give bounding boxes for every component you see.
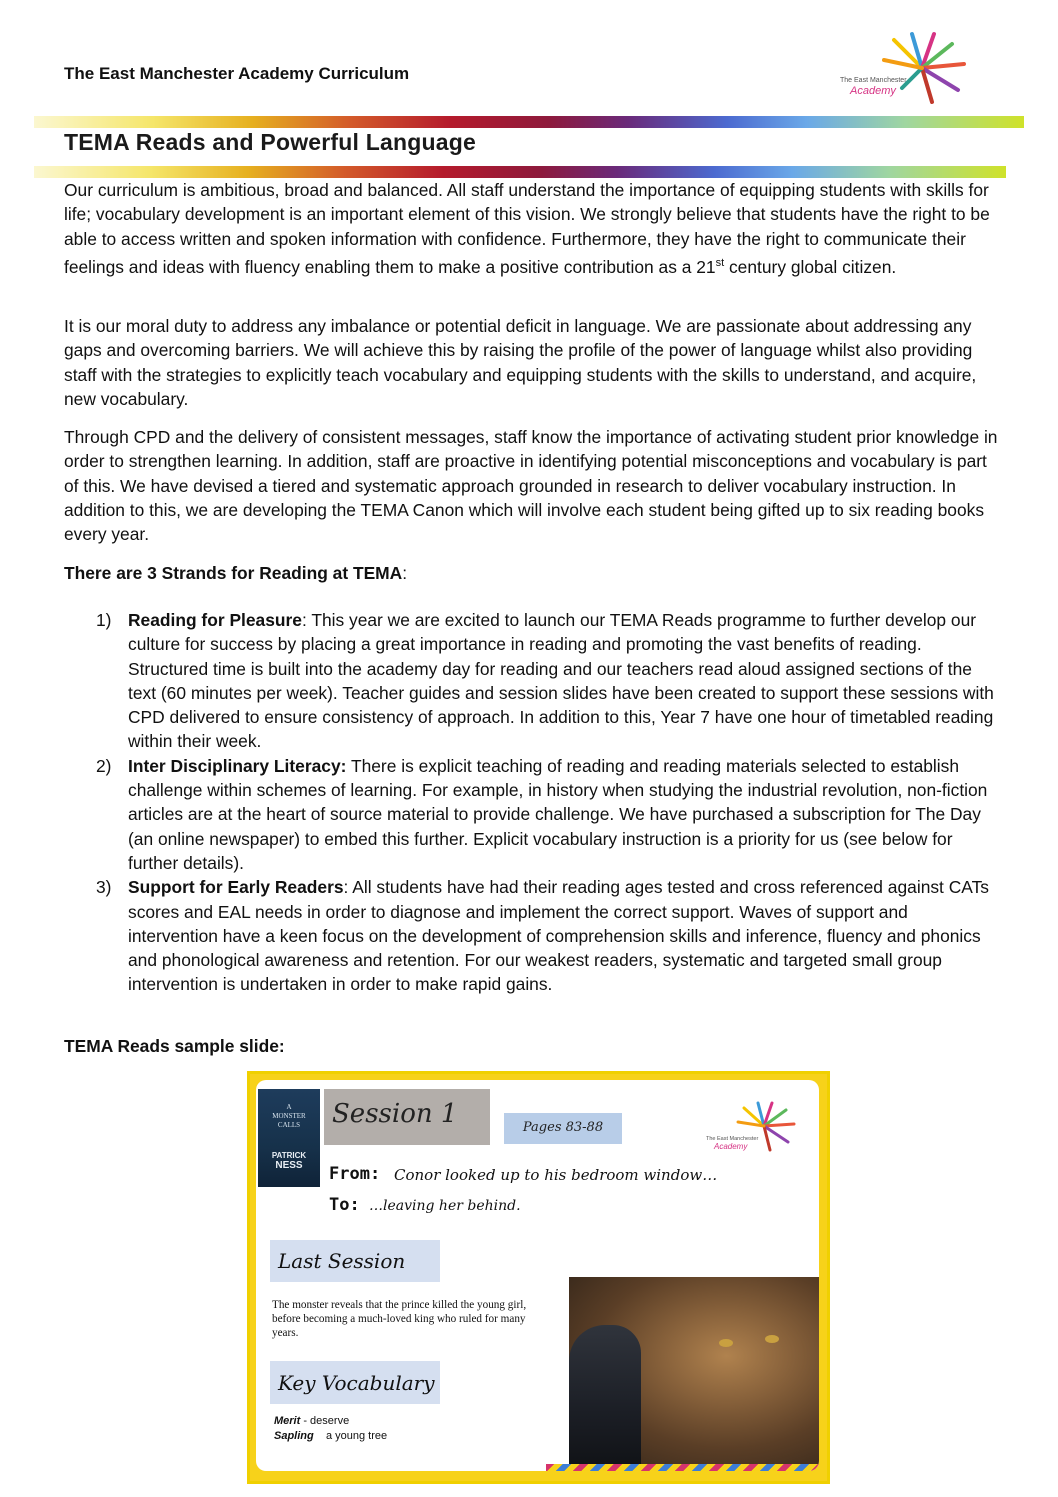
slide-logo-line1: The East Manchester <box>706 1136 759 1142</box>
cpd-paragraph: Through CPD and the delivery of consistent messages, staff know the importance of activating student prior knowledge in order to strengthen learning. In addition, staff are proactive in identifying potential misconceptions and vocabulary is part of this. We have devised a tiered and systematic approach grounded in research to deliver vocabulary instruction. In addition to this, we are developing the TEMA Canon which will involve each student being gifted up to six reading books every year. <box>64 427 998 545</box>
strand-sep: : <box>301 610 307 630</box>
book-cover-image <box>258 1089 320 1187</box>
vocab-item <box>274 1430 387 1442</box>
pages-label: Pages 83-88 <box>522 1120 604 1135</box>
page-header-title: The East Manchester Academy Curriculum <box>64 64 410 83</box>
from-text: Conor looked up to his bedroom window… <box>394 1166 718 1184</box>
strand-title: Inter Disciplinary Literacy: <box>128 755 347 776</box>
to-text: …leaving her behind. <box>369 1198 521 1214</box>
intro-paragraph <box>64 178 999 279</box>
list-number: 3) <box>96 877 112 898</box>
rainbow-divider-bottom <box>34 166 1006 178</box>
boy-silhouette <box>569 1325 641 1465</box>
strands-heading-bold: There are 3 Strands for Reading at TEMA <box>64 563 403 583</box>
monster-tree-image <box>569 1277 819 1465</box>
strand-text: There is explicit teaching of reading and reading materials selected to establish challenge within schemes of learning. For example, in history when studying the industrial revolution, non-fiction articles are at the heart of source material to provide challenge. We have purchased a subscription for The Day (an online newspaper) to embed this further. Explicit vocabulary instruction is a priority for us (see below for further details). <box>128 755 988 873</box>
list-item <box>64 608 999 754</box>
list-number: 2) <box>96 755 112 776</box>
strand-text: This year we are excited to launch our TEMA Reads programme to further develop our culture for success by placing a great importance in reading and promoting the vast benefits of reading. Structured time is built into the academy day for reading and our teachers read aloud assigned sections of the text (60 minutes per week). Teacher guides and session slides have been created to support these sessions with CPD delivered to ensure consistency of approach. In addition to this, Year 7 have one hour of timetabled reading within their week. <box>128 610 994 752</box>
strand-sep: : <box>343 877 349 898</box>
last-session-text: The monster reveals that the prince killed the young girl, before becoming a much-loved king who ruled for many years. <box>272 1299 527 1339</box>
logo-text-line2: Academy <box>850 85 896 97</box>
superscript-st: st <box>715 256 725 269</box>
sample-slide-heading: TEMA Reads sample slide: <box>64 1036 285 1056</box>
intro-text-part1: Our curriculum is ambitious, broad and balanced. All staff understand the importance of equipping students with skills for life; vocabulary development is an important element of this vision. We strongly believe that students have the right to be able to access written and spoken information with confidence. Furthermore, they have the right to communicate their feelings and ideas with fluency enabling them to make a positive contribution as a 21 <box>64 180 990 277</box>
sample-slide <box>247 1071 830 1484</box>
list-item <box>64 754 999 875</box>
monster-eye-right <box>765 1335 779 1343</box>
key-vocabulary-label: Key Vocabulary <box>278 1371 435 1395</box>
session-box <box>324 1089 490 1145</box>
slide-academy-logo <box>702 1100 802 1158</box>
book-title-line3: CALLS <box>277 1121 301 1129</box>
book-title-line2: MONSTER <box>272 1112 306 1120</box>
pages-box <box>504 1113 622 1144</box>
academy-logo <box>836 30 976 110</box>
monster-eye-left <box>719 1339 733 1347</box>
vocab-definition: - deserve <box>300 1415 350 1427</box>
from-label: From: <box>329 1164 381 1184</box>
moral-duty-paragraph: It is our moral duty to address any imbalance or potential deficit in language. We are passionate about addressing any gaps and overcoming barriers. We will achieve this by raising the profile of the power of language whilst also providing staff with the strategies to explicitly teach vocabulary and equipping students with the skills to understand, and acquire, new vocabulary. <box>64 316 977 409</box>
vocab-word: Merit <box>274 1415 301 1427</box>
section-heading: TEMA Reads and Powerful Language <box>64 129 476 155</box>
logo-text-line1: The East Manchester <box>840 77 907 84</box>
strands-heading-colon: : <box>402 563 408 583</box>
strands-list <box>64 608 999 997</box>
slide-decorative-stripe <box>546 1464 819 1471</box>
strand-title: Support for Early Readers <box>128 877 344 898</box>
to-label: To: <box>329 1195 360 1215</box>
strands-heading <box>64 561 407 585</box>
last-session-box <box>270 1240 440 1282</box>
rainbow-divider-top <box>34 116 1024 128</box>
strand-text: All students have had their reading ages tested and cross referenced against CATs scores and EAL needs in order to diagnose and implement the correct support. Waves of support and intervention have a keen focus on the development of comprehension skills and inference, fluency and phonics and phonological awareness and retention. For our weakest readers, systematic and targeted small group intervention is undertaken in order to make rapid gains. <box>128 877 989 995</box>
intro-text-part2: century global citizen. <box>724 256 897 277</box>
vocab-word: Sapling <box>274 1430 314 1442</box>
session-label: Session 1 <box>332 1099 458 1129</box>
book-title-line1: A <box>286 1103 292 1111</box>
slide-canvas <box>256 1080 819 1471</box>
list-number: 1) <box>96 610 112 630</box>
strand-title: Reading for Pleasure <box>128 610 302 630</box>
last-session-label: Last Session <box>278 1249 406 1273</box>
key-vocabulary-box <box>270 1361 440 1404</box>
vocab-definition: a young tree <box>313 1430 388 1442</box>
slide-logo-line2: Academy <box>714 1142 748 1151</box>
vocab-item <box>274 1415 349 1427</box>
book-author-line2: NESS <box>275 1160 303 1171</box>
book-author-line1: PATRICK <box>271 1151 307 1160</box>
list-item <box>64 875 999 996</box>
